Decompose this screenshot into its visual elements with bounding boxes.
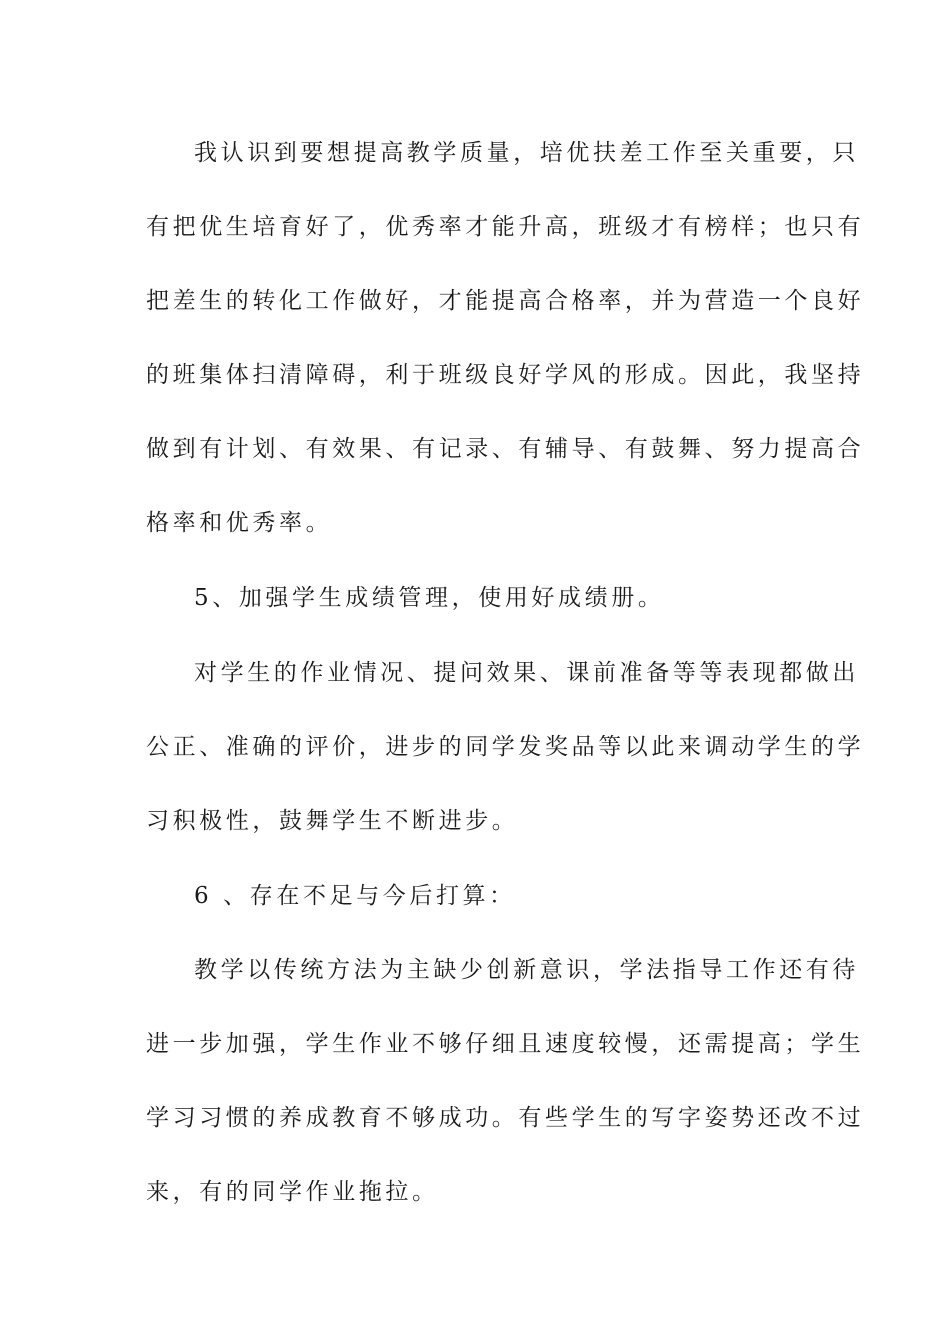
- paragraph-1-line-6: 格率和优秀率。: [146, 510, 333, 536]
- paragraph-2-line-2: 公正、准确的评价，进步的同学发奖品等以此来调动学生的学: [146, 734, 865, 760]
- paragraph-3-line-3: 学习习惯的养成教育不够成功。有些学生的写字姿势还改不过: [146, 1105, 865, 1131]
- section-heading-5: 5、加强学生成绩管理，使用好成绩册。: [194, 585, 665, 611]
- paragraph-3-line-4: 来，有的同学作业拖拉。: [146, 1179, 439, 1205]
- paragraph-1-line-1: 我认识到要想提高教学质量，培优扶差工作至关重要，只: [194, 140, 859, 166]
- paragraph-1-line-2: 有把优生培育好了，优秀率才能升高，班级才有榜样；也只有: [146, 214, 865, 240]
- section-heading-6: 6 、存在不足与今后打算：: [194, 883, 516, 909]
- paragraph-2-line-1: 对学生的作业情况、提问效果、课前准备等等表现都做出: [194, 660, 859, 686]
- paragraph-3-line-2: 进一步加强，学生作业不够仔细且速度较慢，还需提高；学生: [146, 1031, 865, 1057]
- paragraph-1-line-3: 把差生的转化工作做好，才能提高合格率，并为营造一个良好: [146, 288, 865, 314]
- paragraph-1-line-4: 的班集体扫清障碍，利于班级良好学风的形成。因此，我坚持: [146, 362, 865, 388]
- paragraph-1-line-5: 做到有计划、有效果、有记录、有辅导、有鼓舞、努力提高合: [146, 436, 865, 462]
- paragraph-2-line-3: 习积极性，鼓舞学生不断进步。: [146, 808, 519, 834]
- paragraph-3-line-1: 教学以传统方法为主缺少创新意识，学法指导工作还有待: [194, 957, 859, 983]
